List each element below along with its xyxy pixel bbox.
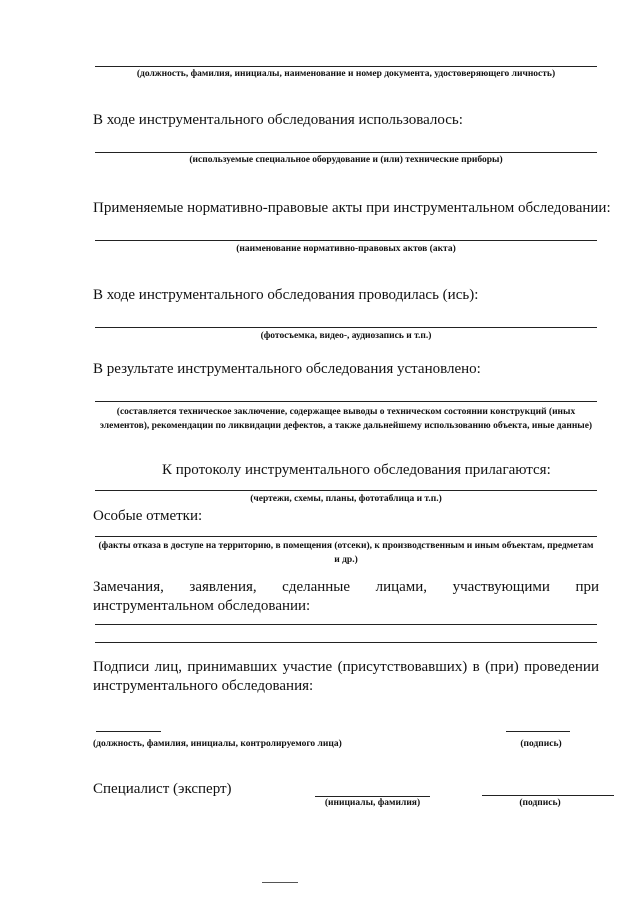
- signer-signature-line[interactable]: [506, 731, 570, 732]
- heading-signatures: Подписи лиц, принимавших участие (присутствовавших) в (при) проведении инструментального обследования:: [93, 659, 599, 694]
- identity-caption: (должность, фамилия, инициалы, наименование и номер документа, удостоверяющего личность): [136, 69, 556, 79]
- identity-line[interactable]: [95, 66, 597, 67]
- equipment-caption: (используемые специальное оборудование и (или) технические приборы): [189, 155, 503, 165]
- heading-remarks: Замечания, заявления, сделанные лицами, участвующими при инструментальном обследовании:: [93, 579, 599, 614]
- media-line[interactable]: [95, 327, 597, 328]
- expert-name-caption: (инициалы, фамилия): [324, 798, 421, 808]
- signer-signature-caption: (подпись): [520, 739, 562, 749]
- footer-mark: [262, 882, 298, 883]
- heading-result: В результате инструментального обследования установлено:: [93, 361, 481, 377]
- special-line[interactable]: [95, 536, 597, 537]
- heading-expert: Специалист (эксперт): [93, 781, 232, 797]
- refusal-caption: (факты отказа в доступе на территорию, в помещения (отсеки), к производственным и иным объектам, предметам и др.): [98, 541, 594, 565]
- signer-position-caption: (должность, фамилия, инициалы, контролируемого лица): [93, 739, 342, 749]
- heading-attached: К протоколу инструментального обследования прилагаются:: [162, 462, 551, 478]
- attachments-caption: (чертежи, схемы, планы, фототаблица и т.п.): [250, 494, 442, 504]
- heading-used: В ходе инструментального обследования использовалось:: [93, 112, 463, 128]
- expert-signature-caption: (подпись): [519, 798, 561, 808]
- attachments-line[interactable]: [95, 490, 597, 491]
- equipment-line[interactable]: [95, 152, 597, 153]
- remarks-line-1[interactable]: [95, 624, 597, 625]
- expert-signature-line[interactable]: [482, 795, 614, 796]
- heading-acts: Применяемые нормативно-правовые акты при инструментальном обследовании:: [93, 200, 611, 216]
- heading-special: Особые отметки:: [93, 508, 203, 524]
- acts-line[interactable]: [95, 240, 597, 241]
- result-line[interactable]: [95, 401, 597, 402]
- media-caption: (фотосъемка, видео-, аудиозапись и т.п.): [260, 331, 432, 341]
- signer-position-line[interactable]: [96, 731, 161, 732]
- acts-caption: (наименование нормативно-правовых актов (акта): [236, 244, 456, 254]
- heading-conducted: В ходе инструментального обследования проводилась (ись):: [93, 287, 479, 303]
- remarks-line-2[interactable]: [95, 642, 597, 643]
- conclusion-caption: (составляется техническое заключение, содержащее выводы о техническом состоянии конструкций (иных элементов), рекомендации по ликвидации дефектов, а также дальнейшему использованию объекта, иные данные): [99, 407, 593, 431]
